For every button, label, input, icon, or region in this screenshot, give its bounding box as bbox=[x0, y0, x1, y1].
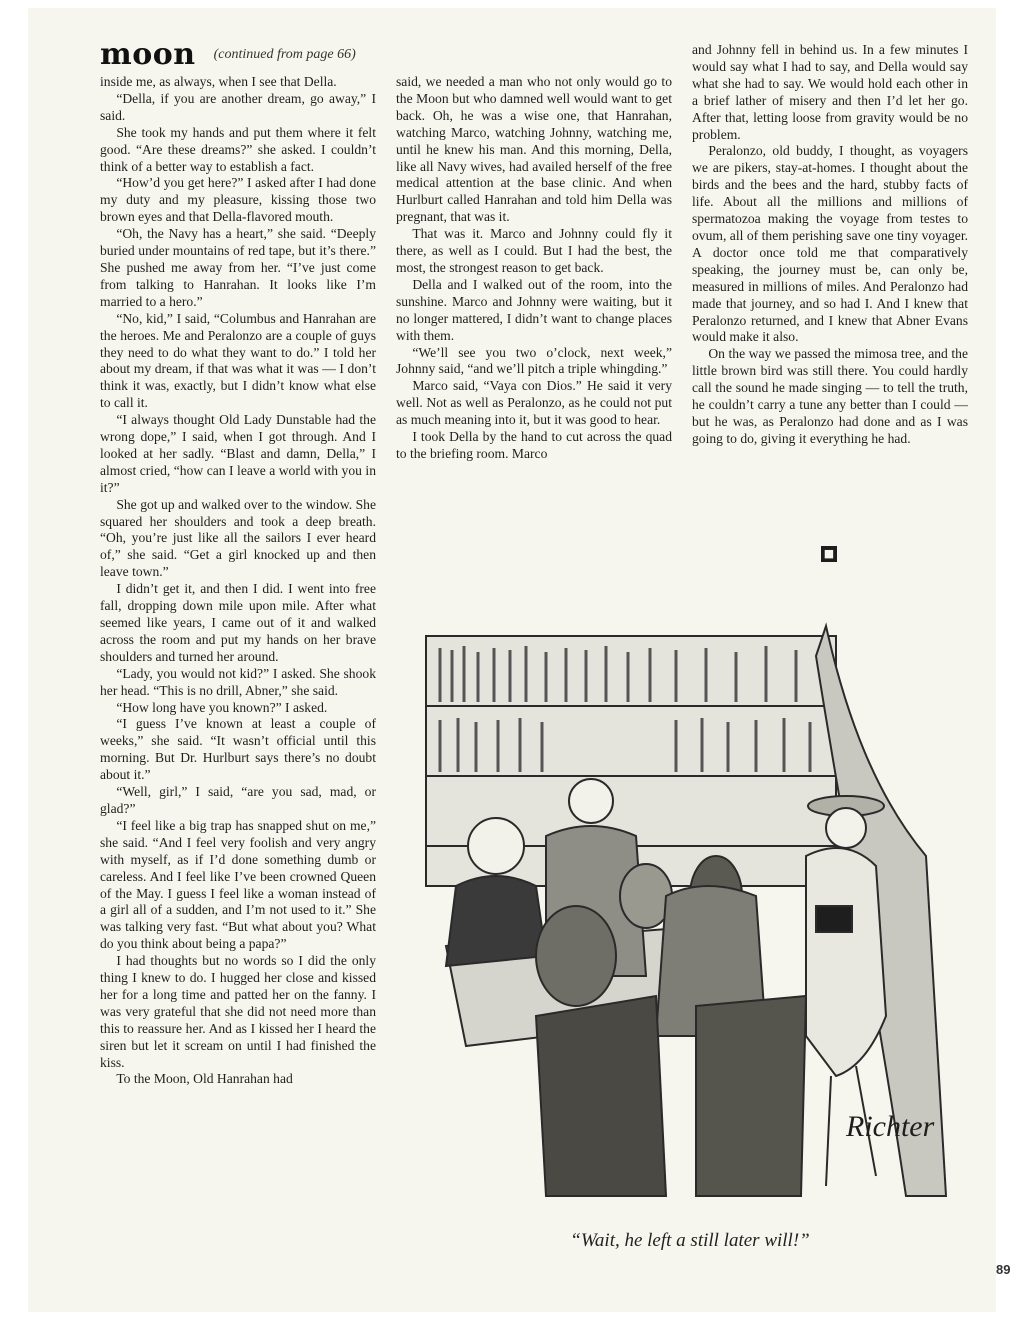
standing-woman bbox=[806, 848, 886, 1076]
paragraph: inside me, as always, when I see that Della. bbox=[100, 74, 337, 89]
cartoon-caption: “Wait, he left a still later will!” bbox=[570, 1230, 810, 1251]
lawyer-head bbox=[468, 818, 524, 874]
article-header bbox=[100, 37, 660, 74]
paragraph: Della and I walked out of the room, into the sunshine. Marco and Johnny were waiting, but it no longer mattered, I didn’t want to change places with them. bbox=[396, 276, 672, 343]
paragraph: “No, kid,” I said, “Columbus and Hanrahan are the heroes. Me and Peralonzo are a couple of guys they need to do what they want to do.” I told her about my dream, if that was what it was — I don’t think it was, exactly, but I didn’t know what else to call it. bbox=[100, 310, 376, 411]
paragraph: Peralonzo, old buddy, I thought, as voyagers we are pikers, stay-at-homes. I thought about the birds and the bees and the hard, stubby facts of life. About all the millions and millions of spermatozoa making the voyage from testes to ovum, all of them perishing save one tiny voyager. A doctor once told me that comparatively speaking, the journey must be, can only be, measured in millions of miles. And Peralonzo had made that journey, and so had I. And I knew that Peralonzo returned, and I knew that Abner Evans would make it also. bbox=[692, 143, 968, 345]
paragraph: I had thoughts but no words so I did the only thing I knew to do. I hugged her close and kissed her for a long time and patted her on the fanny. I was very grateful that she did not need more than this to reassure her. And as I kissed her I heard the siren but let it scream on until I had finished the kiss. bbox=[100, 953, 376, 1070]
paragraph: and Johnny fell in behind us. In a few minutes I would say what I had to say, and Della would say what she had to say. We would hold each other in a brief lather of misery and then I’d let her go. After that, letting loose from gravity would be no problem. bbox=[692, 42, 968, 142]
page-number: 89 bbox=[996, 1262, 1011, 1277]
cartoon-illustration bbox=[406, 596, 974, 1208]
paragraph: “Oh, the Navy has a heart,” she said. “Deeply buried under mountains of red tape, but it’s there.” She pushed me away from her. “I’ve just come from talking to Hanrahan. It looks like I’m married to a hero.” bbox=[100, 226, 376, 309]
artist-signature: Richter bbox=[846, 1110, 935, 1143]
paragraph: I took Della by the hand to cut across the quad to the briefing room. Marco bbox=[396, 429, 672, 461]
paragraph: “We’ll see you two o’clock, next week,” Johnny said, “and we’ll pitch a triple whingding.” bbox=[396, 344, 672, 377]
paragraph: She got up and walked over to the window. She squared her shoulders and took a deep breath. “Oh, you’re just like all the sailors I ever heard of,” she said. “Get a girl knocked up and then leave town.” bbox=[100, 496, 376, 580]
paragraph: That was it. Marco and Johnny could fly it there, as well as I could. But I had the best, the most, the strongest reason to get back. bbox=[396, 226, 672, 275]
paragraph: said, we needed a man who not only would go to the Moon but who damned well would want to get back. Oh, he was a wise one, that Hanrahan, watching Marco, watching Johnny, watching me, until he knew his man. And this morning, Della, like all Navy wives, had availed herself of the free medical attention at the base clinic. And when Hurlburt called Hanrahan and told him Della was pregnant, that was it. bbox=[396, 74, 672, 225]
lawyer-body bbox=[446, 876, 546, 966]
paragraph: “I feel like a big trap has snapped shut on me,” she said. “And I feel very foolish and very angry with myself, as if I’d done something dumb or careless. And I feel like I’ve been crowned Queen of the May. I guess I feel like a woman instead of a girl all of a sudden, and I’m not used to it.” She was talking very fast. “But what about you? What do you think about being a papa?” bbox=[100, 817, 376, 952]
paragraph: “How’d you get here?” I asked after I had done my duty and my pleasure, kissing those two brown eyes and that Della-flavored mouth. bbox=[100, 175, 376, 225]
paragraph: Marco said, “Vaya con Dios.” He said it very well. Not as well as Peralonzo, as he could not put as much meaning into it, but it was good to hear. bbox=[396, 378, 672, 428]
paragraph: I didn’t get it, and then I did. I went into free fall, dropping down mile upon mile. After what seemed like years, I came out of it and walked across the room and put my hands on her brave shoulders and turned her around. bbox=[100, 581, 376, 664]
section-title: moon bbox=[100, 37, 196, 72]
paragraph: To the Moon, Old Hanrahan had bbox=[116, 1071, 293, 1087]
text-column-1 bbox=[100, 74, 376, 1088]
continued-note: (continued from page 66) bbox=[213, 47, 356, 62]
paragraph: “Well, girl,” I said, “are you sad, mad, or glad?” bbox=[100, 784, 376, 816]
paragraph: “I always thought Old Lady Dunstable had the wrong dope,” I said, when I got through. And I looked at her sadly. “Blast and damn, Della,” I almost cried, “how can I leave a world with you in it?” bbox=[100, 412, 376, 495]
paragraph: “Lady, you would not kid?” I asked. She shook her head. “This is no drill, Abner,” she said. bbox=[100, 665, 376, 698]
paragraph: She took my hands and put them where it felt good. “Are these dreams?” she asked. I couldn’t think of a better way to establish a fact. bbox=[100, 124, 376, 174]
paragraph: “How long have you known?” I asked. bbox=[116, 699, 328, 715]
paragraph: “Della, if you are another dream, go away,” I said. bbox=[100, 90, 376, 123]
purse bbox=[816, 906, 852, 932]
end-mark-icon: ■ bbox=[821, 546, 837, 562]
text-column-3 bbox=[692, 42, 968, 448]
chair-2 bbox=[696, 996, 806, 1196]
chair-1 bbox=[536, 996, 666, 1196]
magazine-page bbox=[28, 8, 1011, 1312]
text-column-2 bbox=[396, 74, 672, 463]
paragraph: On the way we passed the mimosa tree, and the little brown bird was still there. You could hardly call the sound he made singing — to tell the truth, he couldn’t carry a tune any better than I could — but he was, as Peralonzo had done and as I was going to do, giving it everything he had. bbox=[692, 346, 968, 446]
paragraph: “I guess I’ve known at least a couple of weeks,” she said. “It wasn’t official until this morning. But Dr. Hurlburt says there’s no doubt about it.” bbox=[100, 716, 376, 783]
